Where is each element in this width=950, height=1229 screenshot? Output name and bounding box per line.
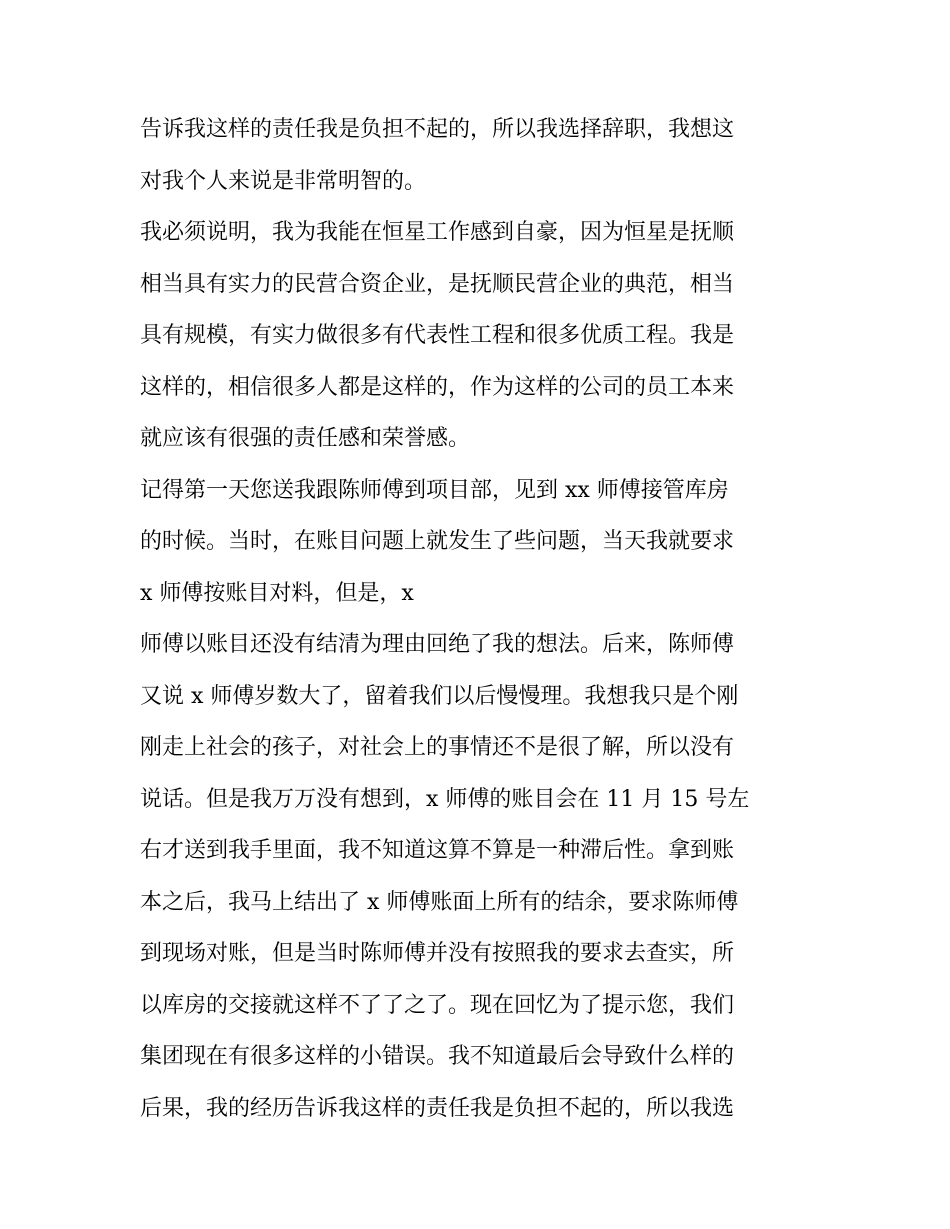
text-line: 师傅以账目还没有结清为理由回绝了我的想法。后来，陈师傅 <box>140 632 735 657</box>
text-line: 这样的，相信很多人都是这样的，作为这样的公司的员工本来 <box>140 374 735 400</box>
text-line: 告诉我这样的责任我是负担不起的，所以我选择辞职，我想这 <box>140 117 735 142</box>
text-line: 到现场对账，但是当时陈师傅并没有按照我的要求去查实，所 <box>140 941 735 966</box>
document-body <box>140 104 820 1134</box>
text-line: 说话。但是我万万没有想到，x 师傅的账目会在 11 月 15 号左 <box>140 786 750 812</box>
text-line: x 师傅按账目对料，但是，x <box>140 580 414 606</box>
text-line: 我必须说明，我为我能在恒星工作感到自豪，因为恒星是抚顺 <box>140 220 735 245</box>
text-line: 以库房的交接就这样不了了之了。现在回忆为了提示您，我们 <box>140 992 735 1018</box>
text-line: 的时候。当时，在账目问题上就发生了些问题，当天我就要求 <box>140 529 735 554</box>
text-line: 后果，我的经历告诉我这样的责任我是负担不起的，所以我选 <box>140 1095 735 1121</box>
text-line: 刚走上社会的孩子，对社会上的事情还不是很了解，所以没有 <box>140 735 735 760</box>
text-line: 又说 x 师傅岁数大了，留着我们以后慢慢理。我想我只是个刚 <box>140 683 739 709</box>
text-line: 相当具有实力的民营合资企业，是抚顺民营企业的典范，相当 <box>140 271 735 297</box>
text-line: 右才送到我手里面，我不知道这算不算是一种滞后性。拿到账 <box>140 838 735 863</box>
text-line: 对我个人来说是非常明智的。 <box>140 168 427 194</box>
text-line: 集团现在有很多这样的小错误。我不知道最后会导致什么样的 <box>140 1044 735 1069</box>
text-line: 具有规模，有实力做很多有代表性工程和很多优质工程。我是 <box>140 323 735 348</box>
text-line: 记得第一天您送我跟陈师傅到项目部，见到 xx 师傅接管库房 <box>140 477 729 503</box>
text-line: 本之后，我马上结出了 x 师傅账面上所有的结余，要求陈师傅 <box>140 889 739 915</box>
text-line: 就应该有很强的责任感和荣誉感。 <box>140 426 471 451</box>
